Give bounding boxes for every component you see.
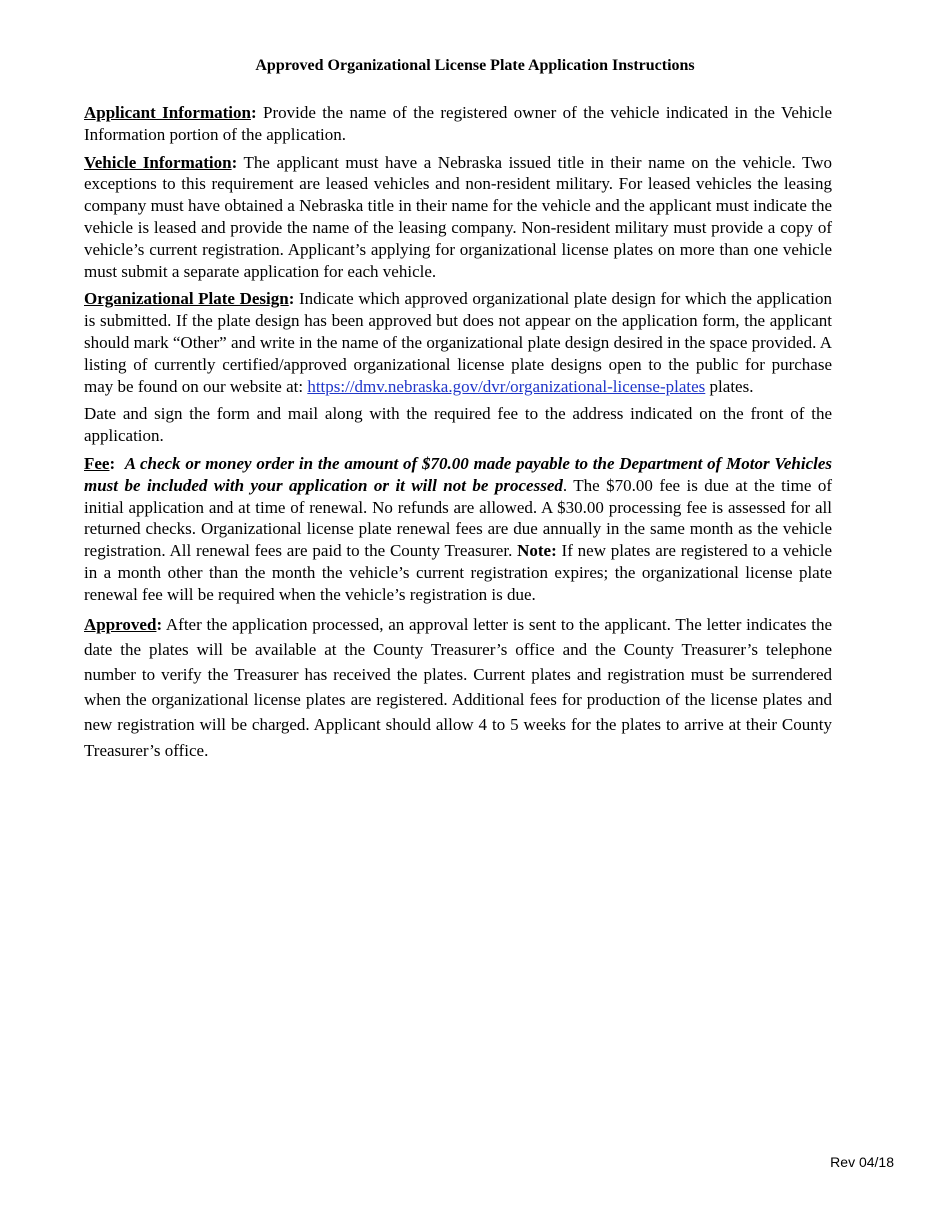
vehicle-information-section [84, 152, 832, 283]
organizational-plates-website-link[interactable]: https://dmv.nebraska.gov/dvr/organizational-license-plates [307, 376, 706, 396]
fee-heading: Fee [84, 453, 110, 473]
revision-label: Rev 04/18 [830, 1154, 894, 1170]
date-and-sign-section [84, 403, 832, 447]
applicant-information-heading: Applicant Information [84, 103, 251, 122]
applicant-information-section [84, 102, 832, 146]
fee-note-label: Note: [517, 541, 557, 561]
approved-colon: : [156, 614, 163, 634]
applicant-information-colon: : [250, 103, 257, 122]
vehicle-information-text: The applicant must have a Nebraska issued title in their name on the vehicle. Two exceptions to this requirement are leased vehicles and non-resident military. For leased vehicles the leasing company must have obtained a Nebraska title in their name for the vehicle and the applicant must indicate the vehicle is leased and provide the name of the leasing company. Non-resident military must provide a copy of vehicle’s current registration. Applicant’s applying for organizational license plates on more than one vehicle must submit a separate application for each vehicle. [84, 152, 833, 281]
fee-details-text: . The $70.00 fee is due at the time of initial application and at time of renewal. No refunds are allowed. A $30.00 processing fee is assessed for all returned checks. Organizational license plate renewal fees are due annually in the same month as the vehicle registration. All renewal fees are paid to the County Treasurer. [84, 475, 832, 561]
organizational-plate-design-heading: Organizational Plate Design [84, 289, 289, 309]
fee-payment-requirement: A check or money order in the amount of $70.00 made payable to the Department of Motor Vehicles must be included with your application or it will not be processed [84, 453, 833, 495]
applicant-information-text: Provide the name of the registered owner of the vehicle indicated in the Vehicle Information portion of the application. [84, 103, 832, 144]
organizational-plate-design-section [84, 288, 832, 397]
organizational-plate-design-colon: : [288, 289, 295, 309]
approved-section [84, 612, 832, 763]
fee-note-text: If new plates are registered to a vehicle in a month other than the month the vehicle’s current registration expires; the organizational license plate renewal fee will be required when the vehicle’s registration is due. [84, 541, 832, 604]
page-title: Approved Organizational License Plate Application Instructions [255, 57, 695, 74]
date-and-sign-text: Date and sign the form and mail along with the required fee to the address indicated on the front of the application. [84, 404, 832, 446]
fee-section [84, 453, 832, 606]
approved-text: After the application processed, an approval letter is sent to the applicant. The letter indicates the date the plates will be available at the County Treasurer’s office and the County Treasurer’s telephone number to verify the Treasurer has received the plates. Current plates and registration must be surrendered when the organizational license plates are registered. Additional fees for production of the license plates and new registration will be charged. Applicant should allow 4 to 5 weeks for the plates to arrive at their County Treasurer’s office. [84, 614, 832, 760]
organizational-plate-design-text: Indicate which approved organizational plate design for which the application is submitted. If the plate design has been approved but does not appear on the application form, the applicant should mark “Other” and write in the name of the organizational plate design desired in the space provided. A listing of currently certified/approved organizational license plate designs open to the public for purchase may be found on our website at: [84, 289, 832, 396]
vehicle-information-heading: Vehicle Information [84, 152, 232, 172]
organizational-plate-design-trailing-text: plates. [705, 376, 754, 396]
vehicle-information-colon: : [231, 152, 238, 172]
approved-heading: Approved [84, 614, 157, 634]
instructions-body [84, 102, 832, 769]
fee-colon: : [109, 453, 116, 473]
